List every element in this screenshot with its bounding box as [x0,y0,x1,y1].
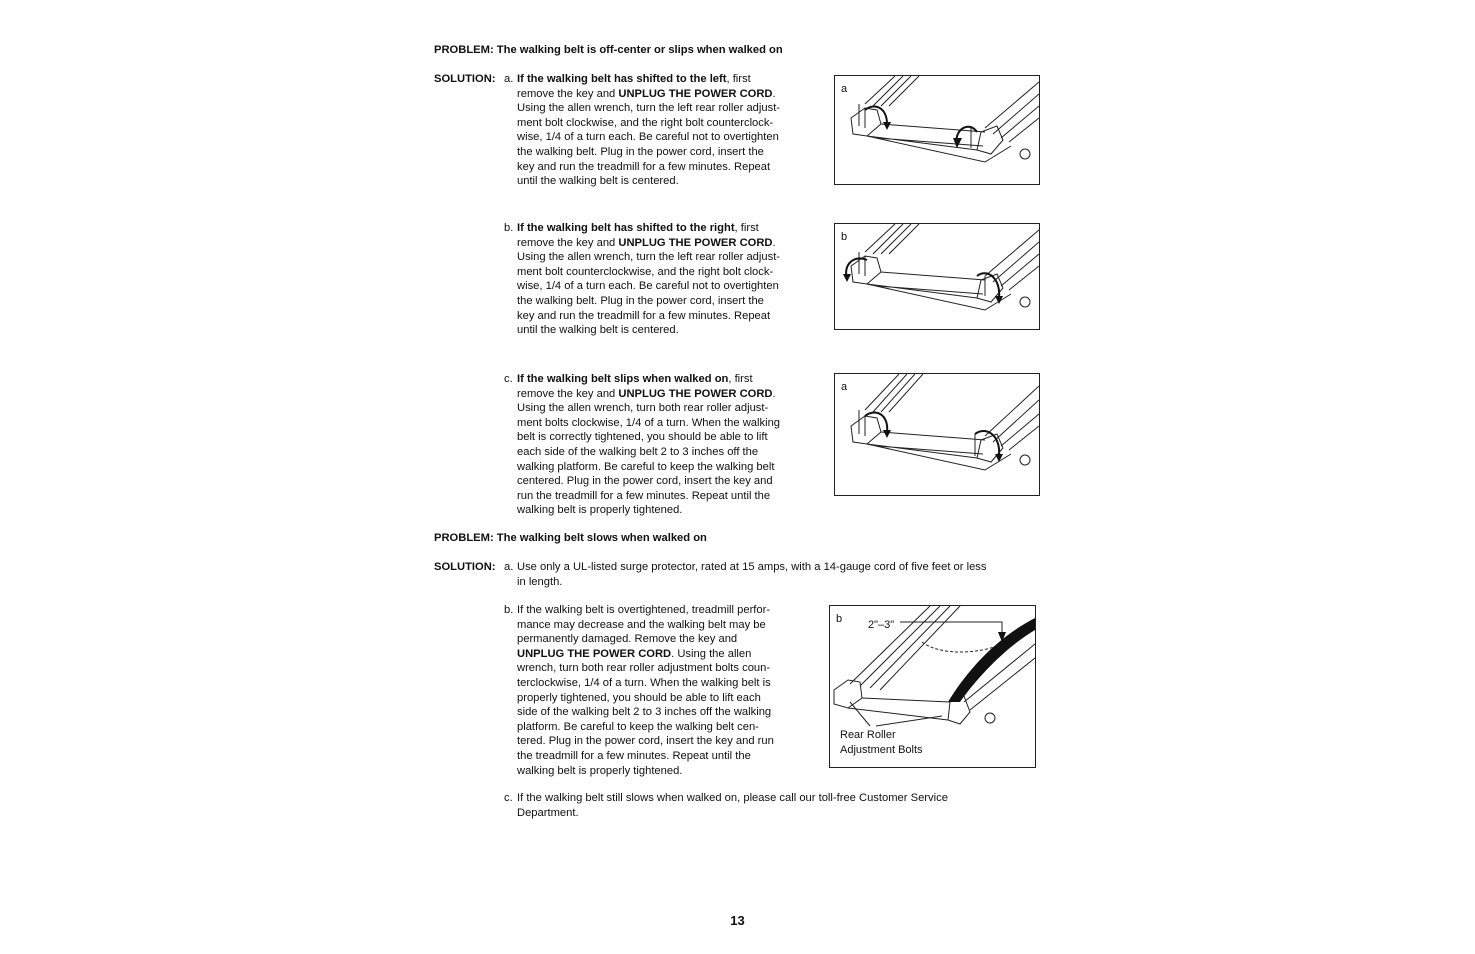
text-line: If the walking belt still slows when walked on, please call our toll-free Customer Service [517,792,948,804]
item-letter-b: b. [504,604,514,616]
figure-label: b [841,231,848,243]
text-line: ment bolts clockwise, 1/4 of a turn. When the walking [517,416,781,429]
text-line: ment bolt counterclockwise, and the right bolt clock- [517,265,774,278]
solution-a-line2-pre: remove the key and [517,87,619,100]
text-line: the treadmill for a few minutes. Repeat until the [517,749,751,762]
figure-label: a [841,381,848,393]
item-letter-a: a. [504,561,514,573]
item-letter-a: a. [504,73,514,85]
solution-a-lead-rest: , first [726,73,751,85]
solution-c-text [517,372,780,518]
problem-heading-1: PROBLEM: The walking belt is off-center or slips when walked on [434,44,783,56]
text-line: until the walking belt is centered. [517,324,679,337]
text-line: wise, 1/4 of a turn each. Be careful not to overtighten [517,131,779,144]
text-line: terclockwise, 1/4 of a turn. When the walking belt is [517,676,771,689]
text-line: key and run the treadmill for a few minutes. Repeat [517,160,771,173]
text-line: the walking belt. Plug in the power cord, insert the [517,294,764,307]
text-line: Using the allen wrench, turn the left rear roller adjust- [517,251,781,264]
text-line: side of the walking belt 2 to 3 inches off the walking [517,706,772,719]
figure-belt-shifted-right [834,223,1040,330]
text-line: in length. [517,575,563,588]
solution-2a-text [517,560,987,589]
figure-belt-tension [829,605,1036,768]
text-line: Use only a UL-listed surge protector, rated at 15 amps, with a 14-gauge cord of five feet or less [517,561,987,573]
treadmill-belt-lift-illustration [830,606,1035,767]
caption-rear-roller: Rear Roller [840,729,896,741]
solution-b-unplug: UNPLUG THE POWER CORD [618,236,773,249]
text-line: the walking belt. Plug in the power cord, insert the [517,145,764,158]
item-letter-b: b. [504,222,514,234]
solution-c-line2-post: . [772,387,776,400]
solution-b-lead: If the walking belt has shifted to the right [517,222,735,234]
problem-heading-2: PROBLEM: The walking belt slows when walked on [434,532,707,544]
solution-a-unplug: UNPLUG THE POWER CORD [618,87,773,100]
caption-adjustment-bolts: Adjustment Bolts [840,744,923,756]
solution-label-1: SOLUTION: [434,73,496,85]
text-line: until the walking belt is centered. [517,175,679,188]
text-line: If the walking belt is overtightened, treadmill perfor- [517,604,771,616]
solution-2b-unplug-rest: . Using the allen [671,647,752,660]
text-line: walking platform. Be careful to keep the walking belt [517,460,775,473]
text-line: walking belt is properly tightened. [517,504,683,517]
text-line: ment bolt clockwise, and the right bolt counterclock- [517,116,774,129]
solution-a-lead: If the walking belt has shifted to the left [517,73,727,85]
text-line: belt is correctly tightened, you should be able to lift [517,431,768,444]
text-line: key and run the treadmill for a few minutes. Repeat [517,309,771,322]
item-letter-c: c. [504,373,513,385]
text-line: wise, 1/4 of a turn each. Be careful not to overtighten [517,280,779,293]
text-line: platform. Be careful to keep the walking belt cen- [517,720,759,733]
solution-a-line2-post: . [772,87,776,100]
figure-belt-shifted-left [834,75,1040,185]
solution-c-lead: If the walking belt slips when walked on [517,373,729,385]
measurement-label: 2"–3" [868,619,895,631]
item-letter-c: c. [504,792,513,804]
text-line: permanently damaged. Remove the key and [517,633,738,646]
text-line: Using the allen wrench, turn both rear roller adjust- [517,402,769,415]
text-line: mance may decrease and the walking belt may be [517,618,766,631]
treadmill-rear-illustration [835,374,1039,495]
text-line: each side of the walking belt 2 to 3 inches off the [517,445,759,458]
text-line: walking belt is properly tightened. [517,764,683,777]
solution-2b-unplug: UNPLUG THE POWER CORD [517,647,672,660]
solution-b-line2-post: . [772,236,776,249]
figure-belt-slips [834,373,1040,496]
treadmill-rear-illustration [835,76,1039,184]
solution-b-text [517,221,780,338]
treadmill-rear-illustration [835,224,1039,329]
solution-b-lead-rest: , first [734,222,759,234]
solution-b-line2-pre: remove the key and [517,236,619,249]
figure-label: b [836,613,843,625]
text-line: centered. Plug in the power cord, insert the key and [517,475,773,488]
text-line: properly tightened, you should be able to lift each [517,691,761,704]
solution-2c-text [517,791,948,820]
figure-label: a [841,83,848,95]
solution-a-text [517,72,780,189]
solution-label-2: SOLUTION: [434,561,496,573]
text-line: wrench, turn both rear roller adjustment bolts coun- [517,662,771,675]
text-line: Using the allen wrench, turn the left rear roller adjust- [517,102,781,115]
solution-c-line2-pre: remove the key and [517,387,619,400]
solution-c-lead-rest: , first [728,373,753,385]
text-line: Department. [517,806,579,819]
text-line: run the treadmill for a few minutes. Repeat until the [517,489,771,502]
text-line: tered. Plug in the power cord, insert the key and run [517,735,774,748]
solution-2b-text [517,603,774,778]
page-number: 13 [730,913,745,928]
solution-c-unplug: UNPLUG THE POWER CORD [618,387,773,400]
